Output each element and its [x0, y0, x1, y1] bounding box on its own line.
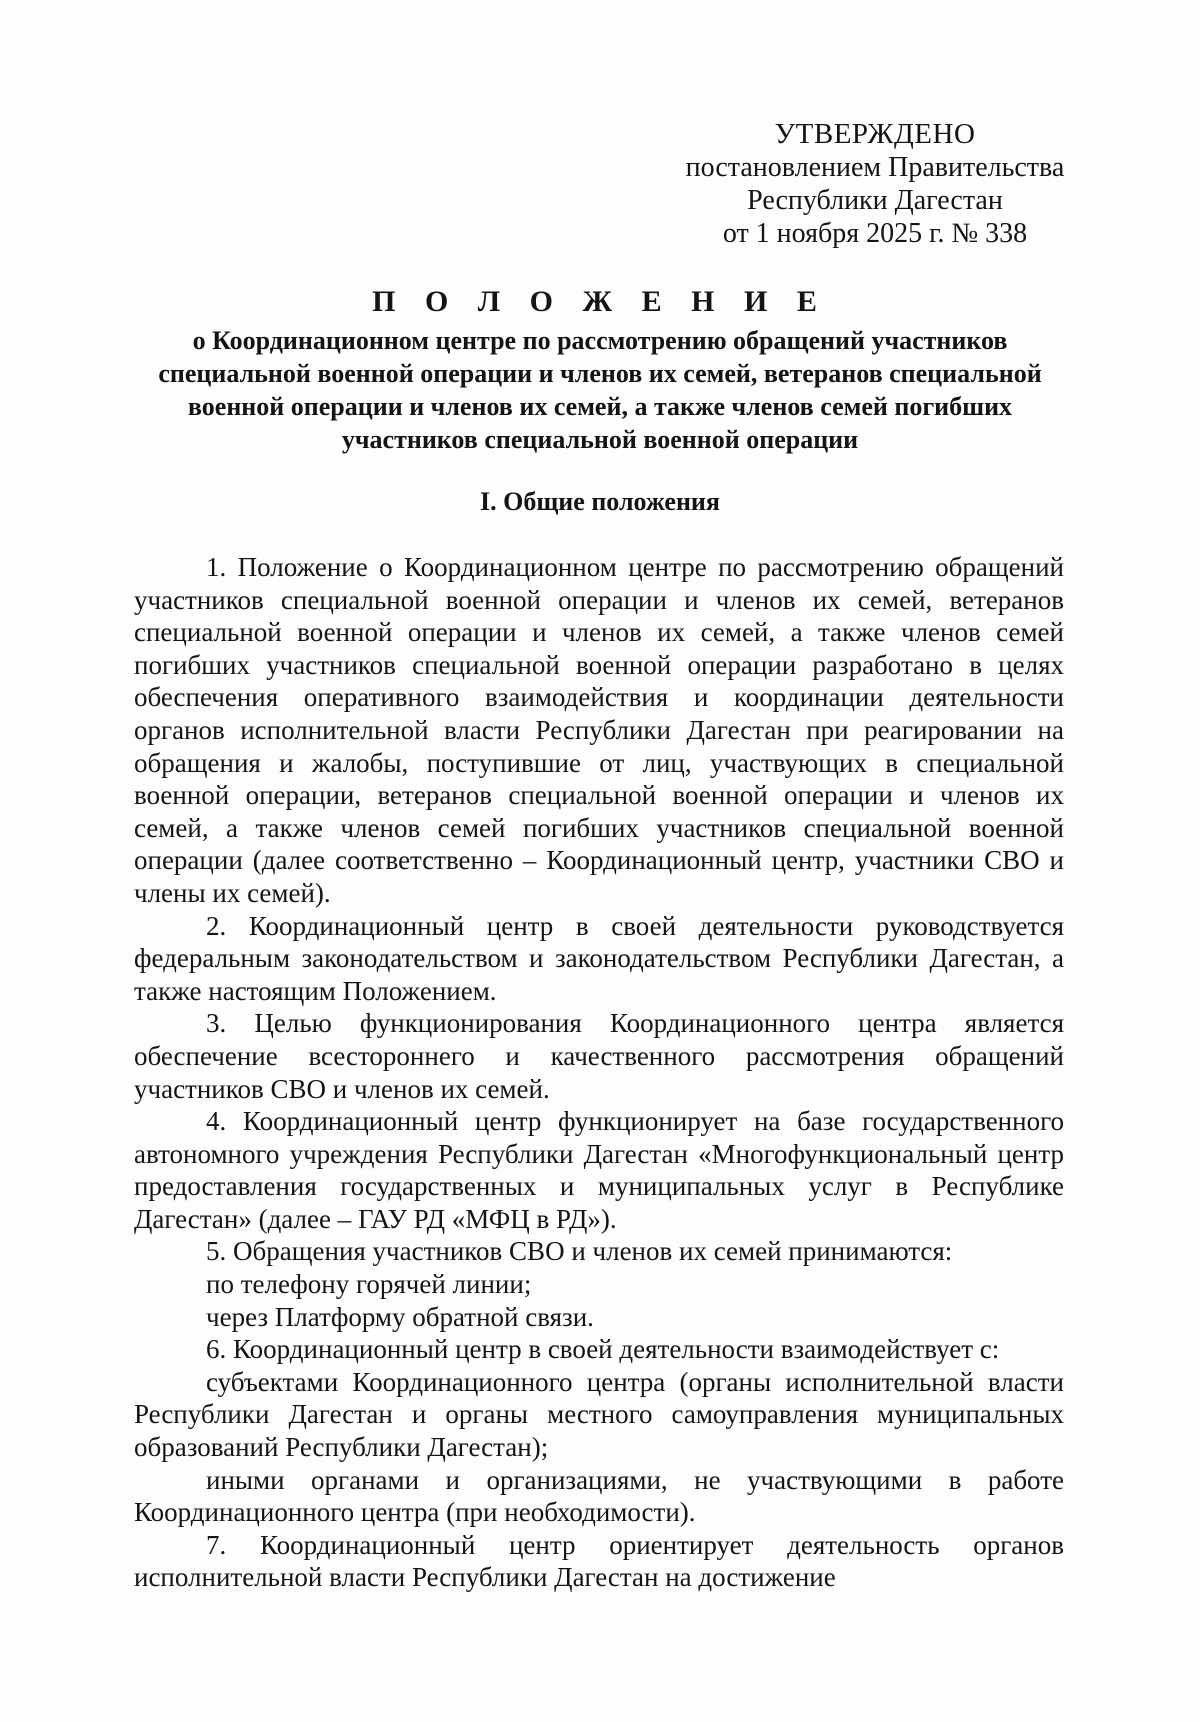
paragraph-2: 2. Координационный центр в своей деятельности руководствуется федеральным законодательством и законодательством Республики Дагестан, а также настоящим Положением. — [134, 910, 1064, 1006]
document-title: П О Л О Ж Е Н И Е — [372, 285, 828, 318]
section-title: I. Общие положения — [480, 487, 720, 516]
paragraph-7: 7. Координационный центр ориентирует деятельность органов исполнительной власти Республики Дагестан на достижение — [134, 1529, 1064, 1593]
paragraph-5: 5. Обращения участников СВО и членов их семей принимаются: — [206, 1236, 953, 1267]
approval-line-3: от 1 ноября 2025 г. № 338 — [722, 218, 1028, 249]
paragraph-1: 1. Положение о Координационном центре по рассмотрению обращений участников специальной военной операции и членов их семей, ветеранов специальной военной операции и членов их семей, а также членов семей погибших участников специальной военной операции разработано в целях обеспечения оперативного взаимодействия и координации деятельности органов исполнительной власти Республики Дагестан при реагировании на обращения и жалобы, поступившие от лиц, участвующих в специальной военной операции, ветеранов специальной военной операции и членов их семей, а также членов семей погибших участников специальной военной операции (далее соответственно – Координационный центр, участники СВО и члены их семей). — [134, 552, 1064, 908]
document-body — [134, 551, 1064, 1594]
paragraph-6-item-1: субъектами Координационного центра (органы исполнительной власти Республики Дагестан и органы местного самоуправления муниципальных образований Республики Дагестан); — [134, 1366, 1064, 1463]
approval-line-1: постановлением Правительства — [685, 152, 1065, 183]
paragraph-6: 6. Координационный центр в своей деятельности взаимодействует с: — [206, 1334, 1000, 1365]
paragraph-3: 3. Целью функционирования Координационного центра является обеспечение всестороннего и качественного рассмотрения обращений участников СВО и членов их семей. — [134, 1008, 1064, 1104]
approval-block — [640, 118, 1110, 250]
document-subject: о Координационном центре по рассмотрению обращений участников специальной военной операции и членов их семей, ветеранов специальной военной операции и членов их семей, а также членов семей погибших участников специальной военной операции — [158, 326, 1042, 454]
approval-line-2: Республики Дагестан — [747, 185, 1003, 216]
paragraph-5-item-2: через Платформу обратной связи. — [206, 1301, 594, 1332]
paragraph-5-item-1: по телефону горячей линии; — [206, 1269, 532, 1300]
paragraph-6-item-2: иными органами и организациями, не участвующими в работе Координационного центра (при необходимости). — [134, 1464, 1064, 1528]
document-heading — [130, 282, 1070, 456]
paragraph-4: 4. Координационный центр функционирует на базе государственного автономного учреждения Республики Дагестан «Многофункциональный центр предоставления государственных и муниципальных услуг в Республике Дагестан» (далее – ГАУ РД «МФЦ в РД»). — [134, 1106, 1064, 1234]
approval-title: УТВЕРЖДЕНО — [774, 118, 976, 150]
